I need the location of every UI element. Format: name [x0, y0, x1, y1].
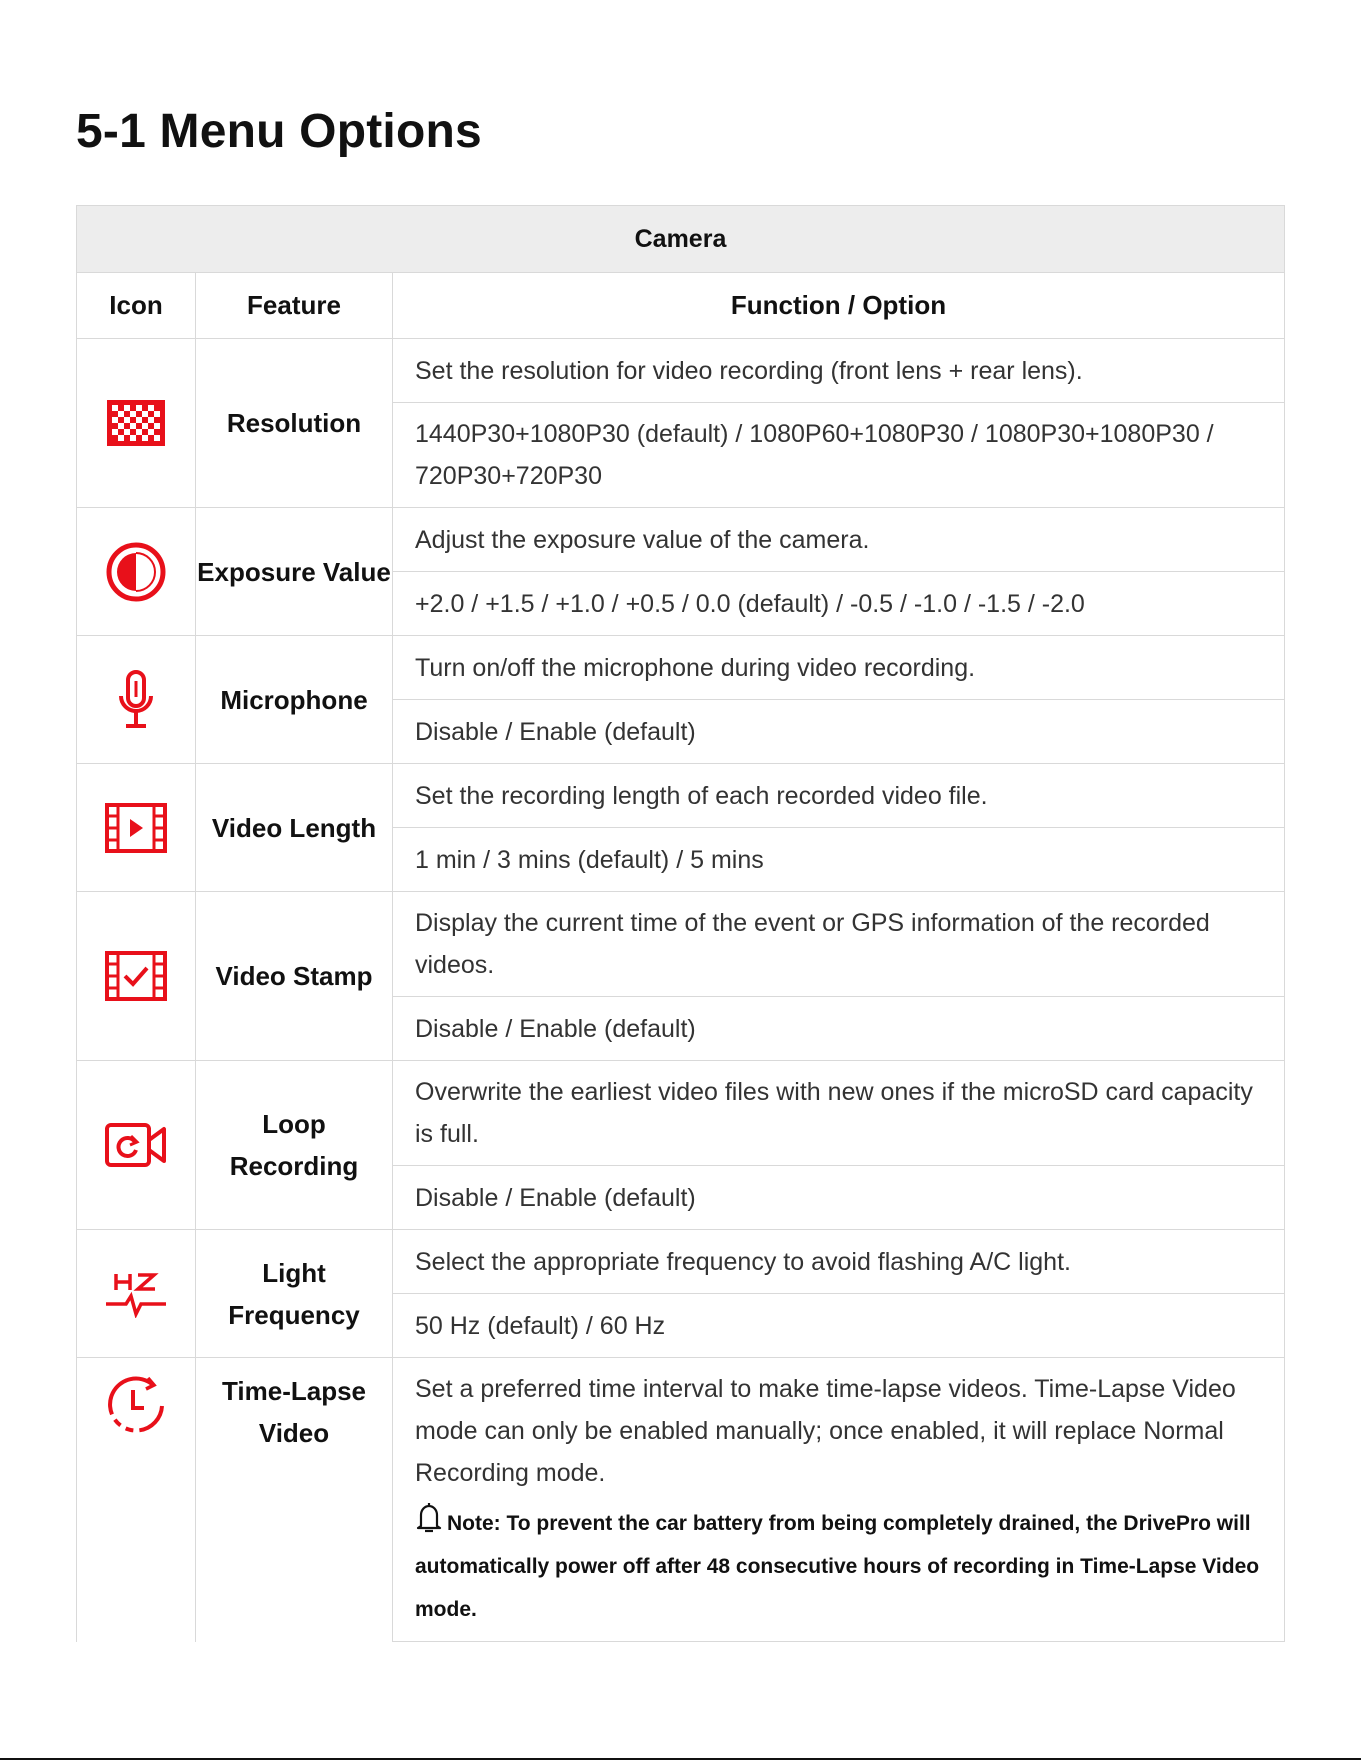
function-options: Disable / Enable (default) — [393, 700, 1285, 764]
function-description: Select the appropriate frequency to avoid flashing A/C light. — [393, 1230, 1285, 1294]
microphone-icon — [116, 669, 156, 731]
feature-video-length: Video Length — [196, 764, 393, 892]
function-options: Disable / Enable (default) — [393, 997, 1285, 1061]
table-row — [77, 1230, 1285, 1294]
feature-video-stamp: Video Stamp — [196, 892, 393, 1061]
feature-loop-recording: Loop Recording — [196, 1061, 393, 1230]
function-description: Set the recording length of each recorded video file. — [393, 764, 1285, 828]
table-row — [77, 1358, 1285, 1642]
video-stamp-film-check-icon — [105, 951, 167, 1001]
header-icon: Icon — [77, 273, 196, 339]
feature-light-frequency: Light Frequency — [196, 1230, 393, 1358]
table-row — [77, 508, 1285, 572]
header-function-option: Function / Option — [393, 273, 1285, 339]
function-description: Overwrite the earliest video files with new ones if the microSD card capacity is full. — [393, 1061, 1285, 1166]
function-description: Display the current time of the event or GPS information of the recorded videos. — [393, 892, 1285, 997]
function-options: Disable / Enable (default) — [393, 1166, 1285, 1230]
header-feature: Feature — [196, 273, 393, 339]
table-row — [77, 1061, 1285, 1166]
resolution-checker-icon — [106, 399, 166, 447]
table-row — [77, 636, 1285, 700]
feature-exposure-value: Exposure Value — [196, 508, 393, 636]
feature-time-lapse-video: Time-Lapse Video — [196, 1358, 393, 1642]
function-options: 50 Hz (default) / 60 Hz — [393, 1294, 1285, 1358]
function-options: 1440P30+1080P30 (default) / 1080P60+1080P30 / 1080P30+1080P30 / 720P30+720P30 — [393, 403, 1285, 508]
bell-icon — [415, 1500, 443, 1534]
table-row — [77, 339, 1285, 403]
feature-microphone: Microphone — [196, 636, 393, 764]
function-description: Turn on/off the microphone during video recording. — [393, 636, 1285, 700]
exposure-half-circle-icon — [105, 541, 167, 603]
function-description: Set a preferred time interval to make time-lapse videos. Time-Lapse Video mode can only be enabled manually; once enabled, it will replace Normal Recording mode. — [415, 1375, 1236, 1487]
page-title: 5-1 Menu Options — [76, 105, 482, 158]
note-text: Note: To prevent the car battery from being completely drained, the DrivePro will automatically power off after 48 consecutive hours of recording in Time-Lapse Video mode. — [415, 1512, 1260, 1621]
function-description: Set the resolution for video recording (front lens + rear lens). — [393, 339, 1285, 403]
loop-recording-camera-icon — [104, 1120, 168, 1170]
function-options: 1 min / 3 mins (default) / 5 mins — [393, 828, 1285, 892]
camera-menu-table — [76, 205, 1285, 1642]
page-bottom-rule — [0, 1758, 1361, 1760]
note — [415, 1500, 1262, 1631]
section-title-camera: Camera — [77, 206, 1285, 273]
video-length-film-play-icon — [105, 803, 167, 853]
feature-resolution: Resolution — [196, 339, 393, 508]
table-row — [77, 764, 1285, 828]
time-lapse-clock-icon — [104, 1372, 168, 1436]
table-row — [77, 892, 1285, 997]
function-description: Adjust the exposure value of the camera. — [393, 508, 1285, 572]
light-frequency-hz-icon — [104, 1270, 168, 1318]
function-options: +2.0 / +1.5 / +1.0 / +0.5 / 0.0 (default) / -0.5 / -1.0 / -1.5 / -2.0 — [393, 572, 1285, 636]
